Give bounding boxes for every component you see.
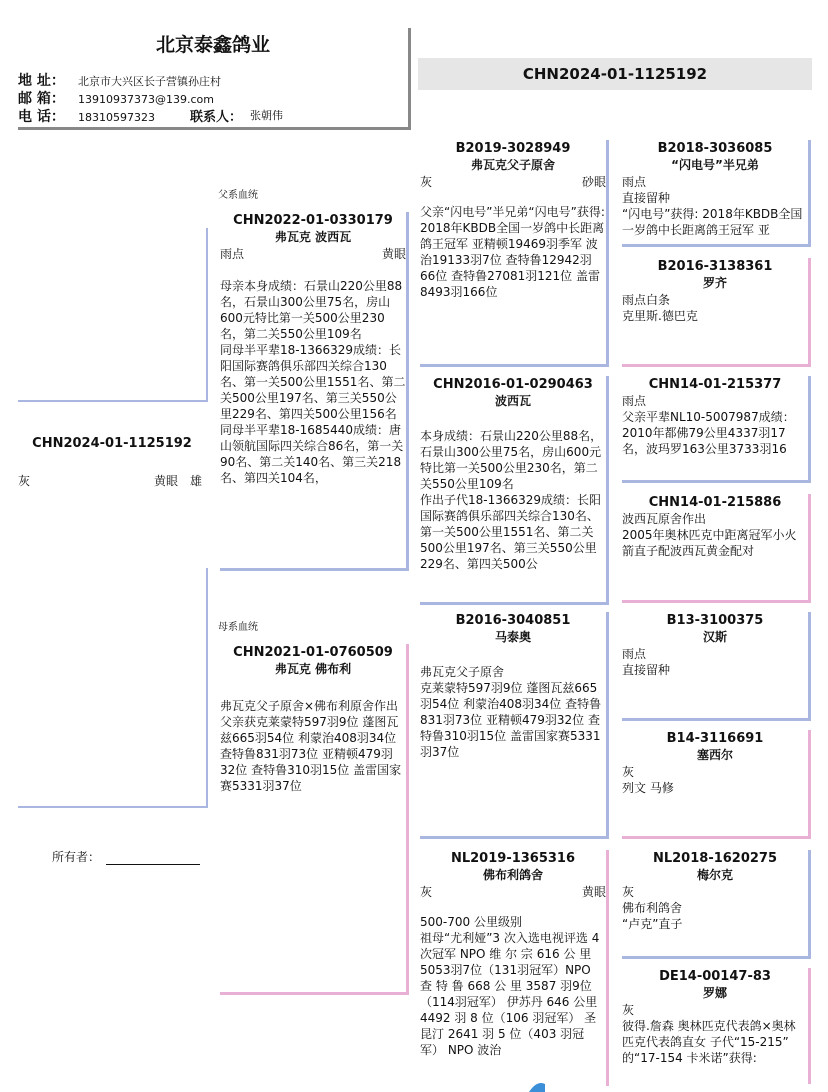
phone-row <box>18 106 398 126</box>
dam-card <box>220 644 409 995</box>
gen4-sss-notes: 雨点 直接留种 “闪电号”获得: 2018年KBDB全国一岁鸽中长距离鸽王冠军 亚 <box>622 175 803 237</box>
subject-attrs <box>18 472 202 489</box>
sire-notes: 母亲本身成绩：石景山220公里88名，石景山300公里75名，房山600元特比第一关500公里230名，第二关550公里109名 同母半平辈18-1366329成绩：长阳国际赛鸽俱乐部四关综合130名、第一关500公里1551名、第二关500公里197名、第三关550公里229名、第四关500公里156名 同母半平辈18-1685440成绩：唐山领航国际四关综合86名，第一关90名、第二关140名、第三关218名、第四关104名， <box>220 279 406 485</box>
address-value: 北京市大兴区长子营镇孙庄村 <box>78 75 221 88</box>
gen3-ds-ring: B2016-3040851 <box>455 613 571 628</box>
gen3-dd-eye: 黄眼 <box>581 885 606 899</box>
dam-name: 弗瓦克 佛布利 <box>274 662 352 676</box>
gen3-dd-color: 灰 <box>420 885 433 899</box>
top-ring-bar: CHN2024-01-1125192 <box>418 58 812 90</box>
gen3-ds-notes: 弗瓦克父子原舍 克莱蒙特597羽9位 蓬图瓦兹665羽54位 利蒙治408羽34位 查特鲁831羽73位 亚精顿479羽32位 查特鲁310羽15位 盖雷国家赛5331羽37位 <box>420 665 602 759</box>
gen3-sd-notes: 本身成绩：石景山220公里88名，石景山300公里75名，房山600元特比第一关500公里230名，第二关550公里109名 作出子代18-1366329成绩：长阳国际赛鸽俱乐部四关综合130名、第一关500公里1551名、第二关500公里197名、第三关550公里229名、第四关500公 <box>420 429 603 571</box>
gen4-ddd-card <box>622 968 811 1084</box>
gen4-ddd-name: 罗娜 <box>702 986 727 1000</box>
gen3-ds-card <box>420 612 609 839</box>
sire-eye: 黄眼 <box>381 247 406 261</box>
gen4-dss-name: 汉斯 <box>702 630 727 644</box>
email-row <box>18 88 214 108</box>
gen3-dd-notes: 500-700 公里级别 祖母“尤利娅”3 次入选电视评选 4 次冠军 NPO 维 尔 宗 616 公 里 5053羽7位（131羽冠军）NPO 查 特 鲁 668 公 里 3587 羽9位（114羽冠军） 伊苏丹 646 公里 4492 羽 8 位（106 羽冠军） 圣昆汀 2641 羽 5 位（403 羽冠军） NPO 波治 <box>420 915 600 1057</box>
gen4-dss-notes: 雨点 直接留种 <box>622 647 671 677</box>
gen3-sd-name: 波西瓦 <box>494 394 531 408</box>
gen4-dsd-name: 塞西尔 <box>696 748 733 762</box>
email-label: 邮 箱： <box>18 91 65 107</box>
subject-eye: 黄眼 <box>153 474 178 488</box>
gen4-sdd-card <box>622 494 811 603</box>
owner-signature-line[interactable] <box>106 852 200 865</box>
subject-top-line <box>18 400 208 402</box>
dam-notes: 弗瓦克父子原舍×佛布利原舍作出 父亲获克莱蒙特597羽9位 蓬图瓦兹665羽54位 利蒙治408羽34位 查特鲁831羽73位 亚精顿479羽32位 查特鲁310羽15位 盖雷国家赛5331羽37位 <box>220 699 402 793</box>
gen3-ss-notes: 父亲“闪电号”半兄弟“闪电号”获得: 2018年KBDB全国一岁鸽中长距离鸽王冠军 亚精顿19469羽季军 波治19133羽7位 查特鲁12942羽66位 查特鲁27081羽121位 盖雷8493羽166位 <box>420 205 605 299</box>
subject-color: 灰 <box>18 474 31 488</box>
gen4-sss-card <box>622 140 811 247</box>
phone-value: 18310597323 <box>78 111 155 124</box>
gen4-dss-card <box>622 612 811 721</box>
gen4-dds-ring: NL2018-1620275 <box>652 851 778 866</box>
gen3-dd-ring: NL2019-1365316 <box>450 851 576 866</box>
logo-mark-icon <box>527 1078 547 1092</box>
subject-to-dam-vline <box>206 568 208 808</box>
gen3-dd-name: 佛布利鸽舍 <box>482 868 543 882</box>
loft-header-card <box>18 28 411 130</box>
loft-name: 北京泰鑫鸽业 <box>155 34 270 56</box>
gen3-dd-card <box>420 850 609 1086</box>
owner-field <box>52 848 200 865</box>
gen3-ss-color: 灰 <box>420 175 433 189</box>
sire-ring: CHN2022-01-0330179 <box>233 213 393 228</box>
gen4-ddd-ring: DE14-00147-83 <box>659 969 771 984</box>
gen4-sdd-ring: CHN14-01-215886 <box>648 495 782 510</box>
sire-attrs <box>220 246 406 262</box>
dam-ring: CHN2021-01-0760509 <box>233 645 393 660</box>
owner-label: 所有者： <box>52 850 101 864</box>
gen4-sds-notes: 雨点 父亲平辈NL10-5007987成绩：2010年都佛79公里4337羽17名，波玛罗163公里3733羽16 <box>622 394 795 456</box>
subject-to-sire-vline <box>206 228 208 402</box>
sire-card <box>220 212 409 571</box>
gen3-ds-name: 马泰奥 <box>494 630 531 644</box>
gen3-ss-name: 弗瓦克父子原舍 <box>470 158 555 172</box>
dam-line-label: 母系血统 <box>218 622 258 633</box>
contact-value: 张朝伟 <box>250 109 283 122</box>
phone-label: 电 话： <box>18 109 65 125</box>
sire-color: 雨点 <box>220 247 245 261</box>
gen3-sd-ring: CHN2016-01-0290463 <box>433 377 593 392</box>
gen4-ssd-card <box>622 258 811 367</box>
address-row <box>18 70 221 90</box>
gen4-sdd-notes: 波西瓦原舍作出 2005年奥林匹克中距离冠军小火箭直子配波西瓦黄金配对 <box>622 512 797 558</box>
contact-label: 联系人： <box>190 110 243 125</box>
gen4-dsd-notes: 灰 列文 马修 <box>622 765 674 795</box>
gen3-ss-attrs <box>420 174 606 190</box>
gen3-ss-ring: B2019-3028949 <box>455 141 571 156</box>
gen4-dds-card <box>622 850 811 959</box>
gen3-sd-card <box>420 376 609 605</box>
gen4-dds-notes: 灰 佛布利鸽舍 “卢克”直子 <box>622 885 683 931</box>
gen4-ddd-notes: 灰 彼得.詹森 奥林匹克代表鸽×奥林 匹克代表鸽直女 子代“15-215” 的“17-154 卡米诺”获得: <box>622 1003 796 1065</box>
gen4-sss-ring: B2018-3036085 <box>657 141 773 156</box>
gen4-ssd-notes: 雨点白条 克里斯.德巴克 <box>622 293 698 323</box>
gen3-ss-eye: 砂眼 <box>581 175 606 189</box>
gen4-dsd-ring: B14-3116691 <box>666 731 764 746</box>
sire-name: 弗瓦克 波西瓦 <box>274 230 352 244</box>
gen4-ssd-ring: B2016-3138361 <box>657 259 773 274</box>
gen4-sds-ring: CHN14-01-215377 <box>648 377 782 392</box>
gen4-dss-ring: B13-3100375 <box>666 613 764 628</box>
email-value[interactable]: 13910937373@139.com <box>78 93 214 106</box>
sire-line-label: 父系血统 <box>218 190 258 201</box>
gen4-ssd-name: 罗齐 <box>702 276 727 290</box>
gen3-dd-attrs <box>420 884 606 900</box>
gen4-sds-card <box>622 376 811 483</box>
subject-ring: CHN2024-01-1125192 <box>32 436 192 451</box>
gen4-dds-name: 梅尔克 <box>696 868 733 882</box>
address-label: 地 址： <box>18 73 65 89</box>
subject-sex: 雄 <box>189 474 202 488</box>
gen4-dsd-card <box>622 730 811 839</box>
subject-bottom-line <box>18 806 208 808</box>
gen4-sss-name: “闪电号”半兄弟 <box>671 158 759 172</box>
gen3-ss-card <box>420 140 609 367</box>
